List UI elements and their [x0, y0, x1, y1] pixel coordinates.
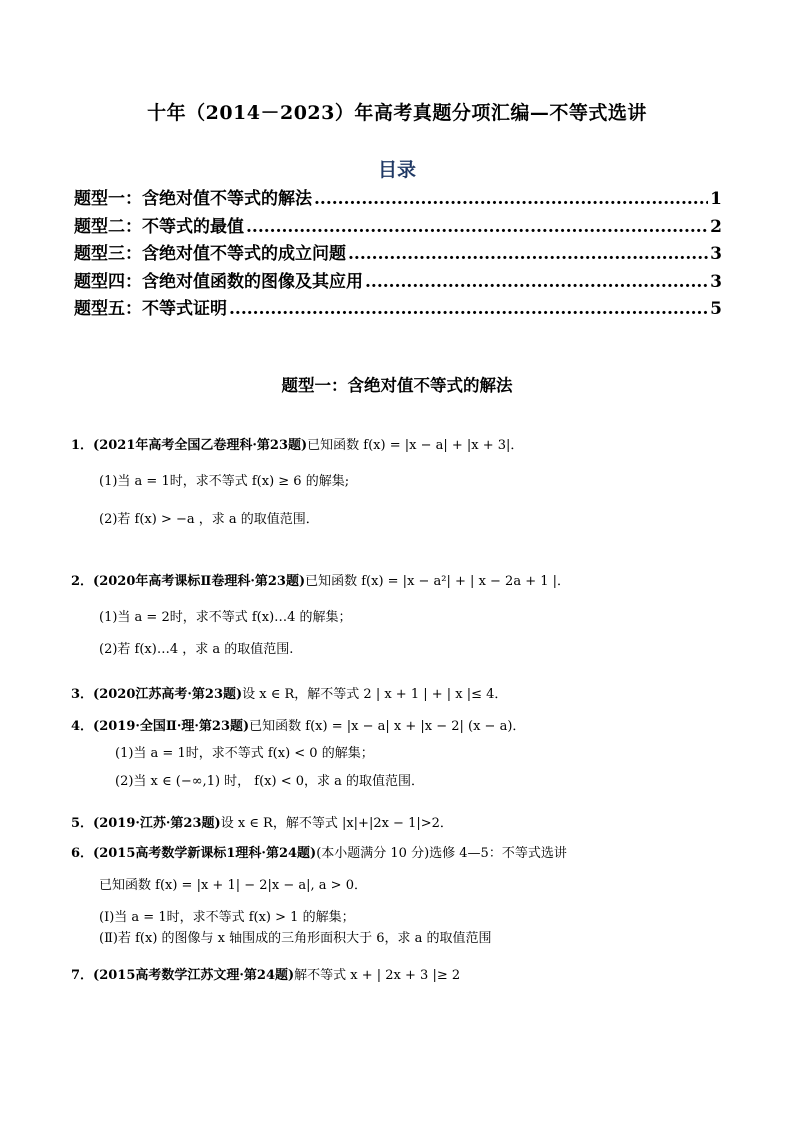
question-4 — [71, 715, 525, 734]
question-source: (2019·全国Ⅱ·理·第23题) — [93, 719, 250, 734]
question-source: (2021年高考全国乙卷理科·第23题) — [93, 438, 308, 453]
question-3 — [71, 683, 507, 702]
sub-question: (Ⅱ)若 f(x) 的图像与 x 轴围成的三角形面积大于 6，求 a 的取值范围 — [99, 931, 492, 946]
question-stem: (本小题满分 10 分)选修 4—5：不等式选讲 — [316, 846, 567, 861]
question-1 — [71, 434, 523, 453]
question-source: (2019·江苏·第23题) — [93, 816, 221, 831]
question-stem: 已知函数 f(x) = |x − a²| + | x − 2a + 1 |． — [305, 574, 571, 589]
sub-question: (2)当 x ∈ (−∞,1) 时， f(x) < 0，求 a 的取值范围． — [115, 774, 425, 789]
toc-entry-page: 2 — [710, 216, 722, 237]
question-number: 4． — [71, 719, 94, 734]
toc-entry-label: 题型三：含绝对值不等式的成立问题 — [74, 244, 346, 264]
sub-question: (Ⅰ)当 a = 1时，求不等式 f(x) > 1 的解集； — [99, 910, 355, 925]
question-number: 3． — [71, 687, 94, 702]
sub-question: (1)当 a = 2时，求不等式 f(x)…4 的解集； — [99, 610, 352, 625]
question-number: 2． — [71, 574, 94, 589]
toc-entry[interactable] — [74, 239, 722, 267]
question-source: (2015高考数学新课标1理科·第24题) — [93, 846, 317, 861]
question-source: (2015高考数学江苏文理·第24题) — [93, 968, 295, 983]
toc-heading: 目录 — [377, 159, 416, 181]
question-number: 7． — [71, 968, 94, 983]
toc-entry-page: 3 — [710, 244, 722, 264]
question-stem: 设 x ∈ R，解不等式 |x|+|2x − 1|>2． — [220, 816, 453, 831]
toc-leader-dots — [246, 217, 708, 237]
toc-entry[interactable] — [74, 184, 722, 212]
question-number: 1． — [71, 438, 94, 453]
question-source: (2020江苏高考·第23题) — [93, 687, 243, 702]
question-7 — [71, 964, 460, 983]
sub-question: (2)若 f(x)…4 ，求 a 的取值范围. — [99, 642, 294, 657]
toc-entry[interactable] — [74, 294, 722, 322]
sub-question: 已知函数 f(x) = |x + 1| − 2|x − a|, a > 0． — [99, 878, 367, 893]
toc-leader-dots — [229, 299, 708, 319]
toc-entry-label: 题型二：不等式的最值 — [74, 216, 244, 237]
question-5 — [71, 812, 453, 831]
question-6 — [71, 842, 567, 861]
question-2 — [71, 570, 570, 589]
question-stem: 已知函数 f(x) = |x − a| + |x + 3|． — [307, 438, 524, 453]
question-number: 5． — [71, 816, 94, 831]
toc-leader-dots — [314, 189, 708, 209]
toc-entry-label: 题型五：不等式证明 — [74, 299, 227, 319]
sub-question: (1)当 a = 1时，求不等式 f(x) ≥ 6 的解集; — [99, 474, 350, 489]
question-number: 6． — [71, 846, 94, 861]
toc-leader-dots — [365, 272, 708, 292]
question-stem: 设 x ∈ R，解不等式 2 | x + 1 | + | x |≤ 4． — [242, 687, 508, 702]
toc-entry-label: 题型一：含绝对值不等式的解法 — [74, 189, 312, 209]
toc-entry-page: 1 — [710, 189, 722, 209]
question-source: (2020年高考课标Ⅱ卷理科·第23题) — [93, 574, 306, 589]
question-stem: 已知函数 f(x) = |x − a| x + |x − 2| (x − a)． — [249, 719, 526, 734]
toc-entry-label: 题型四：含绝对值函数的图像及其应用 — [74, 271, 363, 292]
sub-question: (1)当 a = 1时，求不等式 f(x) < 0 的解集； — [115, 746, 374, 761]
toc-leader-dots — [348, 244, 708, 264]
toc-entry-page: 5 — [710, 299, 722, 319]
table-of-contents — [74, 184, 722, 322]
document-title: 十年（2014－2023）年高考真题分项汇编—不等式选讲 — [147, 102, 647, 124]
sub-question: (2)若 f(x) > −a ，求 a 的取值范围． — [99, 512, 319, 527]
toc-entry[interactable] — [74, 212, 722, 240]
toc-entry[interactable] — [74, 267, 722, 295]
question-stem: 解不等式 x + | 2x + 3 |≥ 2 — [294, 968, 461, 983]
toc-entry-page: 3 — [710, 271, 722, 292]
section-title: 题型一：含绝对值不等式的解法 — [281, 376, 513, 395]
